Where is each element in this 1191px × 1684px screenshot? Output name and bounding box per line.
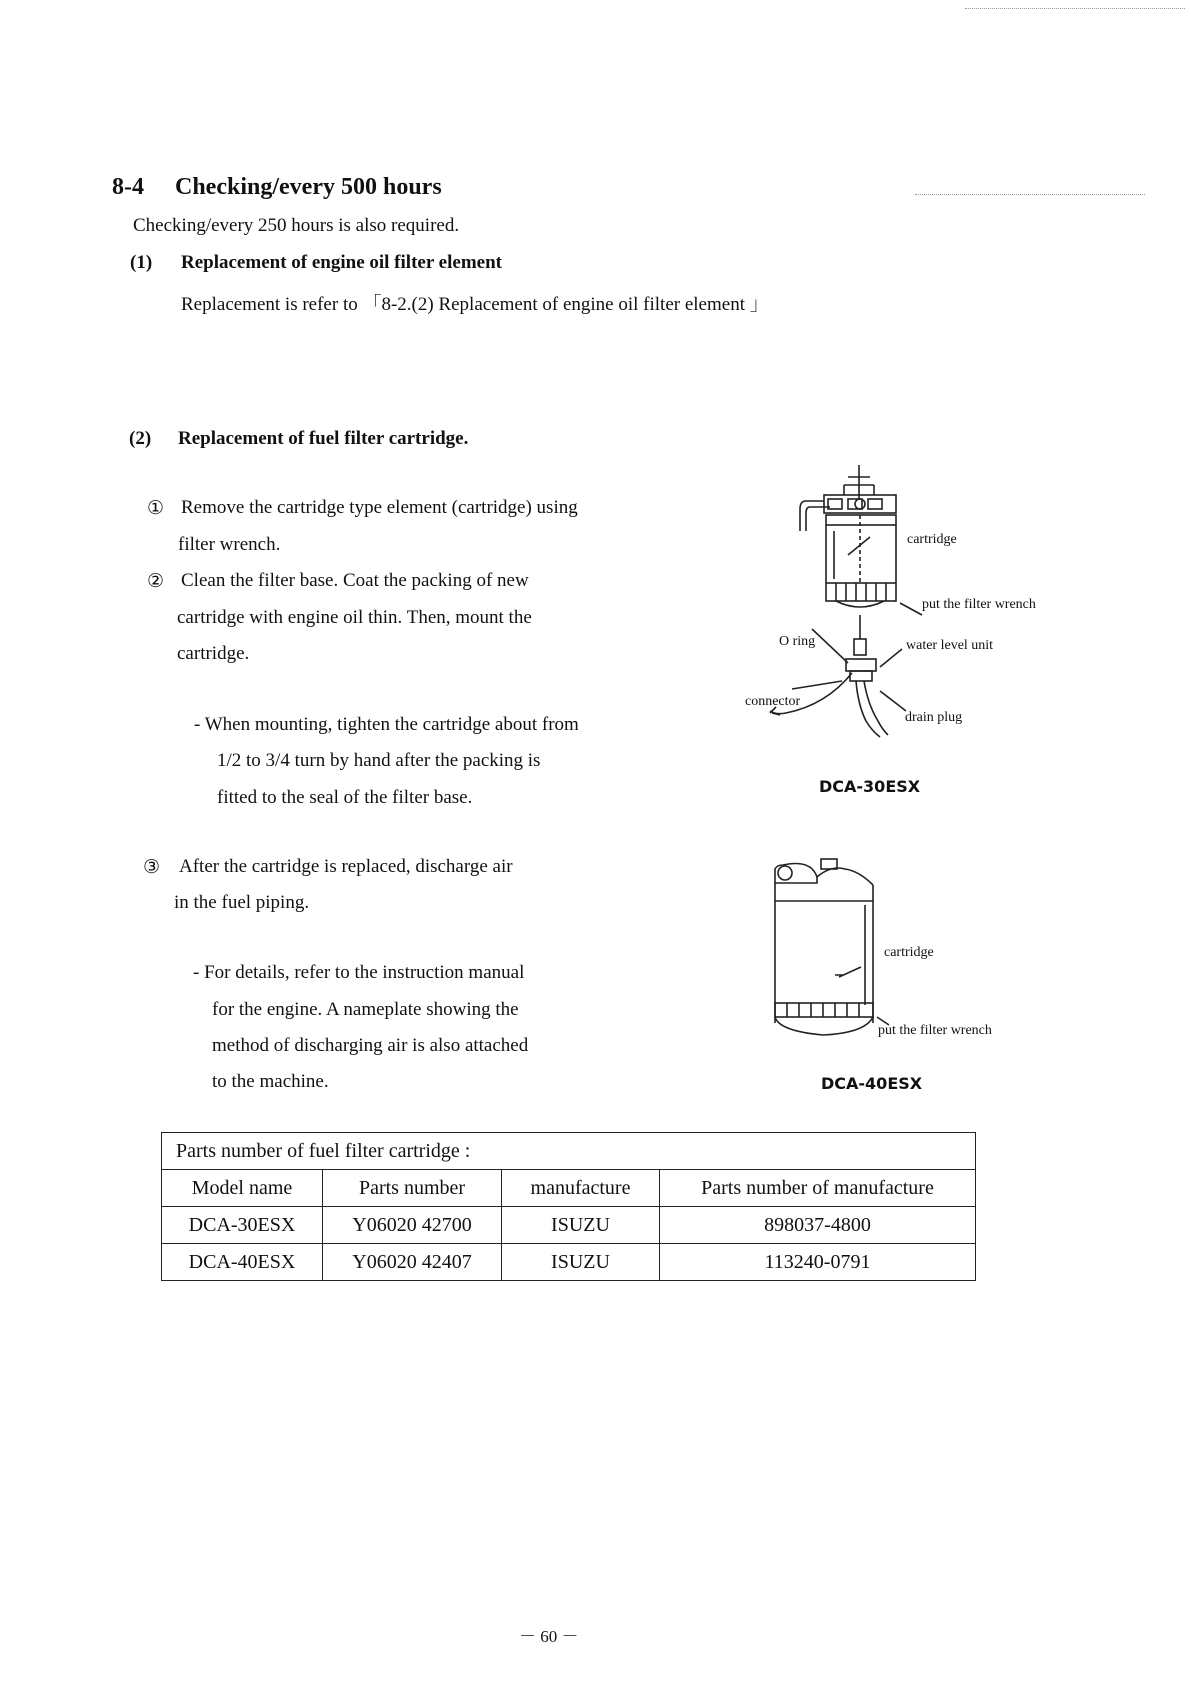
section-title: Checking/every 500 hours: [175, 174, 442, 200]
scan-artifact: [965, 8, 1185, 9]
header-parts-number: Parts number: [323, 1170, 502, 1207]
note1-line2: 1/2 to 3/4 turn by hand after the packing is: [217, 750, 541, 771]
note2-line3: method of discharging air is also attached: [212, 1035, 529, 1056]
fig1-label-water: water level unit: [906, 638, 994, 653]
section-number: 8-4: [112, 174, 144, 200]
note2-line4: to the machine.: [212, 1071, 329, 1092]
item2-number: (2): [129, 428, 152, 449]
fig2-label-wrench: put the filter wrench: [878, 1023, 992, 1038]
step3-mark: ③: [143, 857, 161, 878]
table-caption-row: [162, 1133, 976, 1170]
cell-manufacture-parts-number: 113240-0791: [660, 1244, 976, 1281]
step2-mark: ②: [147, 571, 165, 592]
fig1-label-oring: O ring: [779, 634, 816, 649]
table-header-row: [162, 1170, 976, 1207]
table-row: [162, 1244, 976, 1281]
parts-table: [161, 1132, 976, 1281]
note2-line1: - For details, refer to the instruction manual: [193, 962, 525, 983]
step1-line2: filter wrench.: [178, 534, 281, 555]
cell-manufacture: ISUZU: [502, 1207, 660, 1244]
step3-line1: After the cartridge is replaced, discharge air: [179, 856, 513, 877]
cell-model: DCA-40ESX: [162, 1244, 323, 1281]
item1-title: Replacement of engine oil filter element: [181, 252, 502, 273]
cell-model: DCA-30ESX: [162, 1207, 323, 1244]
table-caption: Parts number of fuel filter cartridge :: [162, 1133, 976, 1170]
fig1-label-drain: drain plug: [905, 710, 963, 725]
step1-mark: ①: [147, 498, 165, 519]
cell-manufacture: ISUZU: [502, 1244, 660, 1281]
item2-title: Replacement of fuel filter cartridge.: [178, 428, 469, 449]
note2-line2: for the engine. A nameplate showing the: [212, 999, 519, 1020]
header-manufacture-parts-number: Parts number of manufacture: [660, 1170, 976, 1207]
item1-number: (1): [130, 252, 153, 273]
figure2-caption: DCA-40ESX: [821, 1074, 923, 1093]
step2-line1: Clean the filter base. Coat the packing of new: [181, 570, 529, 591]
step1-line1: Remove the cartridge type element (cartridge) using: [181, 497, 578, 518]
fig1-label-connector: connector: [745, 694, 801, 709]
note1-line1: - When mounting, tighten the cartridge about from: [194, 714, 579, 735]
step3-line2: in the fuel piping.: [174, 892, 310, 913]
note1-line3: fitted to the seal of the filter base.: [217, 787, 473, 808]
table-row: [162, 1207, 976, 1244]
cell-manufacture-parts-number: 898037-4800: [660, 1207, 976, 1244]
page-number: － 60 －: [519, 1627, 579, 1646]
step2-line3: cartridge.: [177, 643, 250, 664]
fig1-label-cartridge: cartridge: [907, 532, 957, 547]
section-note: Checking/every 250 hours is also required.: [133, 215, 460, 236]
fig1-label-wrench: put the filter wrench: [922, 597, 1036, 612]
header-model-name: Model name: [162, 1170, 323, 1207]
item1-text: Replacement is refer to 「8-2.(2) Replacement of engine oil filter element 」: [181, 294, 769, 315]
cell-parts-number: Y06020 42407: [323, 1244, 502, 1281]
cell-parts-number: Y06020 42700: [323, 1207, 502, 1244]
scan-artifact: [915, 194, 1145, 195]
fuel-filter-diagram-30esx: [740, 455, 1070, 775]
header-manufacture: manufacture: [502, 1170, 660, 1207]
fig2-label-cartridge: cartridge: [884, 945, 934, 960]
figure1-caption: DCA-30ESX: [819, 777, 921, 796]
step2-line2: cartridge with engine oil thin. Then, mount the: [177, 607, 532, 628]
